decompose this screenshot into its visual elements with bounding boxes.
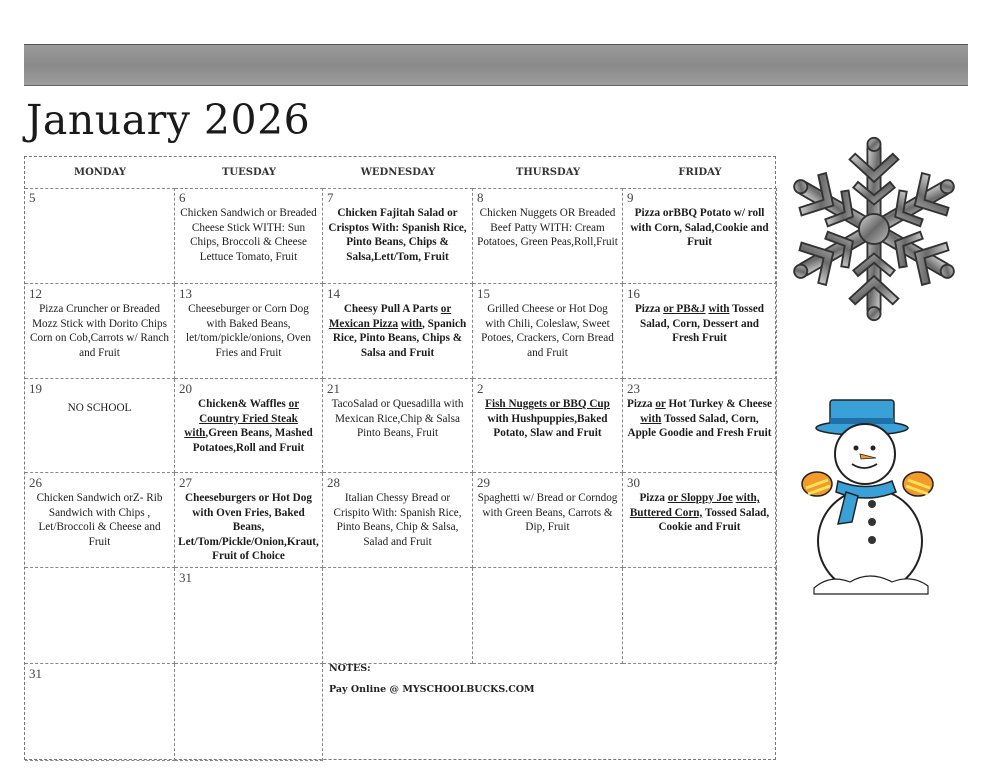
day-number: 13 <box>179 286 192 301</box>
menu-text: Cheeseburger or Corn Dog with Baked Beans, let/tom/pickle/onions, Oven Fries and Fruit <box>186 303 311 359</box>
calendar-day-cell <box>25 284 175 379</box>
notes-text: Pay Online @ MYSCHOOLBUCKS.COM <box>329 684 535 695</box>
menu-text: TacoSalad or Quesadilla with Mexican Rice,Chip & Salsa Pinto Beans, Fruit <box>331 398 464 440</box>
calendar-day-cell <box>623 284 777 379</box>
calendar-day-cell <box>25 568 175 664</box>
calendar-day-cell <box>25 473 175 568</box>
day-number: 20 <box>179 381 192 396</box>
menu-text: Pizza orBBQ Potato w/ roll with Corn, Salad,Cookie and Fruit <box>630 207 769 249</box>
day-number: 27 <box>179 475 192 490</box>
calendar-day-cell <box>25 379 175 473</box>
day-number: 30 <box>627 475 640 490</box>
calendar-day-cell <box>25 664 175 761</box>
day-number: 19 <box>29 381 42 396</box>
menu-text: Chicken Sandwich or Breaded Cheese Stick WITH: Sun Chips, Broccoli & Cheese Lettuce Tomato, Fruit <box>180 207 317 263</box>
day-number: 28 <box>327 475 340 490</box>
menu-text: NO SCHOOL <box>67 402 132 414</box>
menu-text: Chicken Sandwich orZ- Rib Sandwich with Chips , Let/Broccoli & Cheese and Fruit <box>36 492 163 548</box>
menu-text: Chicken Fajitah Salad or Crisptos With: Spanish Rice, Pinto Beans, Chips & Salsa,Lett/Tom, Fruit <box>328 207 467 263</box>
calendar-day-cell <box>175 664 323 761</box>
calendar-day-cell <box>473 284 623 379</box>
menu-text: Pizza or Hot Turkey & Cheese with Tossed Salad, Corn, Apple Goodie and Fresh Fruit <box>627 398 772 440</box>
menu-text: Italian Chessy Bread or Crispito With: Spanish Rice, Pinto Beans, Chip & Salsa, Salad and Fruit <box>333 492 462 548</box>
calendar-day-cell <box>323 473 473 568</box>
day-number: 31 <box>179 570 192 585</box>
calendar-day-cell <box>473 568 623 664</box>
day-number: 6 <box>179 190 186 205</box>
day-header: MONDAY <box>25 157 175 189</box>
calendar-day-cell <box>323 284 473 379</box>
page-title: January 2026 <box>26 96 311 144</box>
snowman-icon <box>800 396 940 601</box>
day-number: 8 <box>477 190 484 205</box>
day-number: 5 <box>29 190 36 205</box>
calendar-day-cell <box>323 188 473 284</box>
menu-text: Fish Nuggets or BBQ Cup with Hushpuppies,Baked Potato, Slaw and Fruit <box>485 398 610 440</box>
day-number: 12 <box>29 286 42 301</box>
notes-section <box>329 663 535 695</box>
calendar-day-cell <box>473 379 623 473</box>
calendar-day-cell <box>473 188 623 284</box>
calendar-day-cell <box>175 379 323 473</box>
calendar-day-cell <box>323 379 473 473</box>
calendar-day-cell <box>175 568 323 664</box>
calendar-day-cell <box>623 188 777 284</box>
day-number: 15 <box>477 286 490 301</box>
menu-text: Pizza or PB&J with Tossed Salad, Corn, Dessert and Fresh Fruit <box>634 303 765 345</box>
menu-text: Cheesy Pull A Parts or Mexican Pizza with, Spanich Rice, Pinto Beans, Chips & Salsa and Fruit <box>328 303 467 359</box>
day-number: 14 <box>327 286 340 301</box>
day-header: WEDNESDAY <box>323 157 473 189</box>
calendar-day-cell <box>323 568 473 664</box>
day-number: 9 <box>627 190 634 205</box>
menu-text: Grilled Cheese or Hot Dog with Chili, Coleslaw, Sweet Potoes, Crackers, Corn Bread and Fruit <box>481 303 614 359</box>
calendar-day-cell <box>623 568 777 664</box>
menu-text: Pizza or Sloppy Joe with, Buttered Corn, Tossed Salad, Cookie and Fruit <box>629 492 770 534</box>
header-banner <box>24 44 968 86</box>
calendar-day-cell <box>175 473 323 568</box>
day-header: TUESDAY <box>175 157 323 189</box>
day-number: 7 <box>327 190 334 205</box>
menu-text: Chicken Nuggets OR Breaded Beef Patty WITH: Cream Potatoes, Green Peas,Roll,Fruit <box>477 207 618 249</box>
calendar-day-cell <box>175 284 323 379</box>
notes-label: NOTES: <box>329 663 371 674</box>
calendar-day-cell <box>25 188 175 284</box>
calendar-grid <box>24 156 776 760</box>
calendar-day-cell <box>175 188 323 284</box>
menu-text: Spaghetti w/ Bread or Corndog with Green Beans, Carrots & Dip, Fruit <box>477 492 618 534</box>
menu-text: Pizza Cruncher or Breaded Mozz Stick with Dorito Chips Corn on Cob,Carrots w/ Ranch and Fruit <box>30 303 169 359</box>
day-number: 2 <box>477 381 484 396</box>
day-number: 23 <box>627 381 640 396</box>
day-header: FRIDAY <box>623 157 777 189</box>
day-number: 26 <box>29 475 42 490</box>
calendar-day-cell <box>623 379 777 473</box>
snowflake-icon <box>780 135 968 323</box>
day-number: 21 <box>327 381 340 396</box>
day-number: 29 <box>477 475 490 490</box>
menu-text: Chicken& Waffles or Country Fried Steak with,Green Beans, Mashed Potatoes,Roll and Fruit <box>184 398 313 454</box>
day-header: THURSDAY <box>473 157 623 189</box>
day-number: 16 <box>627 286 640 301</box>
day-number: 31 <box>29 666 42 681</box>
menu-text: Cheeseburgers or Hot Dog with Oven Fries, Baked Beans, Let/Tom/Pickle/Onion,Kraut, Fruit of Choice <box>178 492 319 563</box>
calendar-day-cell <box>623 473 777 568</box>
calendar-day-cell <box>473 473 623 568</box>
